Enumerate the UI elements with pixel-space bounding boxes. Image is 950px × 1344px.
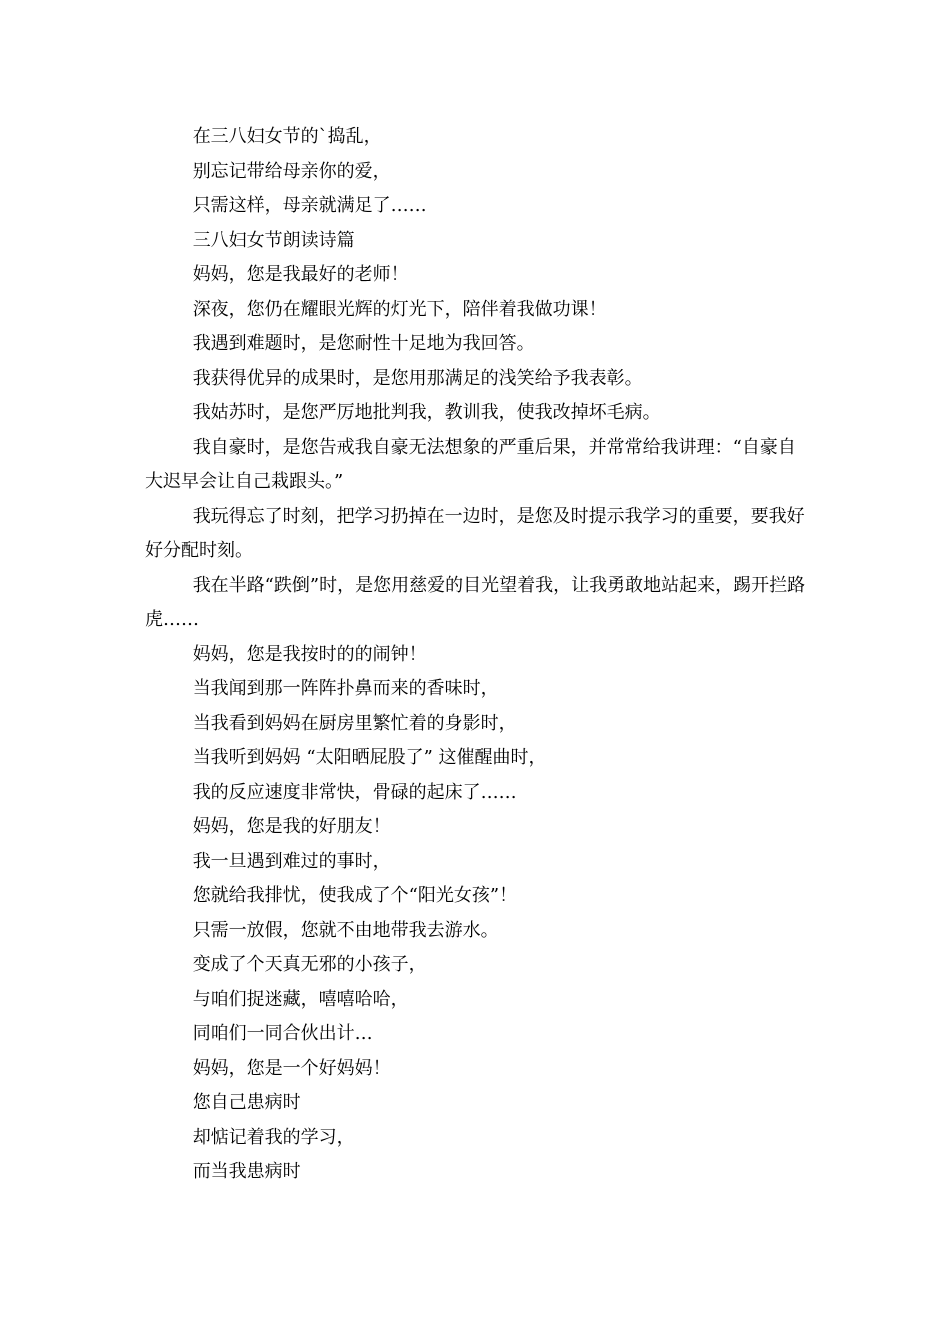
- paragraph: 当我看到妈妈在厨房里繁忙着的身影时，: [192, 712, 517, 734]
- paragraph: 您就给我排忧，使我成了个“阳光女孩”！: [192, 885, 518, 906]
- paragraph: 我的反应速度非常快，骨碌的起床了……: [192, 781, 517, 803]
- section-title: 三八妇女节朗读诗篇: [192, 229, 355, 251]
- paragraph: 变成了个天真无邪的小孩子，: [192, 954, 427, 975]
- paragraph: 而当我患病时: [192, 1161, 301, 1182]
- paragraph: 妈妈，您是我按时的的闹钟！: [192, 643, 427, 665]
- paragraph: 我一旦遇到难过的事时，: [192, 850, 391, 872]
- paragraph: 当我闻到那一阵阵扑鼻而来的香味时，: [192, 678, 499, 699]
- paragraph: 妈妈，您是我最好的老师！: [192, 264, 409, 285]
- paragraph: 同咱们一同合伙出计…: [192, 1023, 373, 1044]
- paragraph: 我自豪时，是您告戒我自豪无法想象的严重后果，并常常给我讲理：“自豪自大迟早会让自己栽跟头。”: [145, 436, 796, 492]
- paragraph: 我姑苏时，是您严厉地批判我，教训我，使我改掉坏毛病。: [192, 402, 661, 423]
- paragraph: 在三八妇女节的`捣乱，: [192, 126, 382, 147]
- paragraph: 与咱们捉迷藏，嘻嘻哈哈，: [192, 988, 409, 1010]
- paragraph: 我遇到难题时，是您耐性十足地为我回答。: [192, 333, 535, 354]
- paragraph: 只需一放假，您就不由地带我去游水。: [192, 919, 499, 941]
- paragraph: 我在半路“跌倒”时，是您用慈爱的目光望着我，让我勇敢地站起来，踢开拦路虎……: [145, 574, 806, 630]
- paragraph: 妈妈，您是一个好妈妈！: [192, 1057, 391, 1079]
- document-body: [145, 120, 807, 1190]
- paragraph: 深夜，您仍在耀眼光辉的灯光下，陪伴着我做功课！: [192, 298, 607, 320]
- paragraph: 别忘记带给母亲你的爱，: [192, 160, 391, 182]
- paragraph: 只需这样，母亲就满足了……: [192, 195, 427, 216]
- paragraph: 当我听到妈妈 “太阳晒屁股了” 这催醒曲时，: [192, 747, 547, 768]
- paragraph: 您自己患病时: [192, 1092, 301, 1113]
- paragraph: 我获得优异的成果时，是您用那满足的浅笑给予我表彰。: [192, 367, 643, 389]
- paragraph: 我玩得忘了时刻，把学习扔掉在一边时，是您及时提示我学习的重要，要我好好分配时刻。: [145, 505, 805, 561]
- paragraph: 却惦记着我的学习，: [192, 1126, 355, 1148]
- paragraph: 妈妈，您是我的好朋友！: [192, 816, 391, 837]
